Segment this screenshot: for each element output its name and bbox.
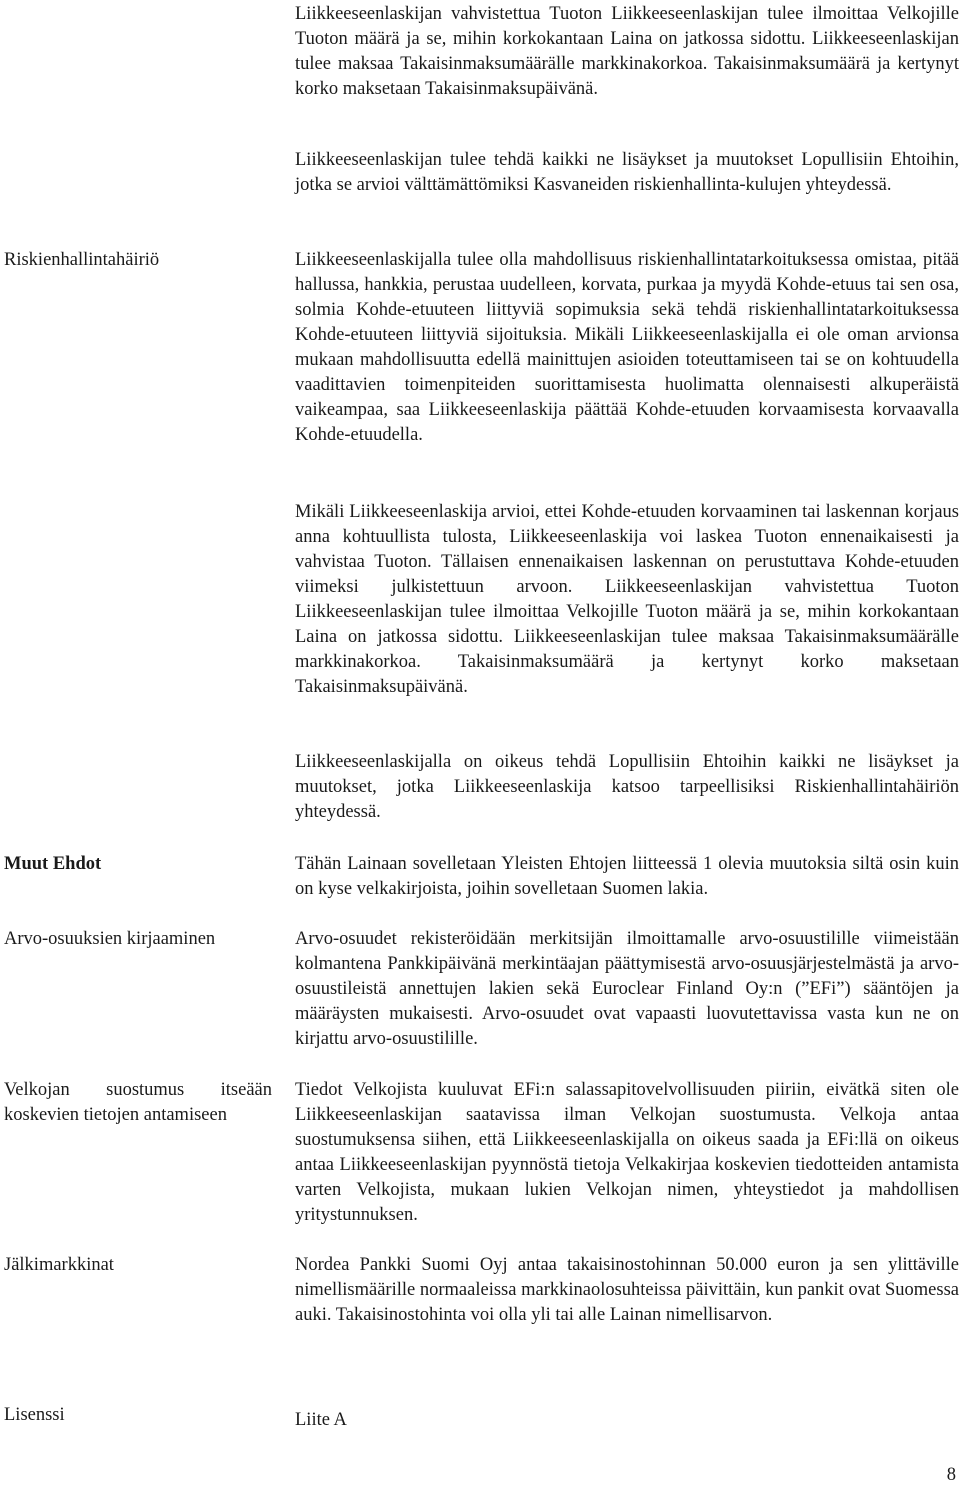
paragraph-secondary-market: Nordea Pankki Suomi Oyj antaa takaisinostohinnan 50.000 euron ja sen ylittäville nimellismäärille normaaleissa markkinaolosuhteissa päivittäin, kun pankit ovat Suomessa auki. Takaisinostohinta voi olla yli tai alle Lainan nimellisarvon. [295,1255,959,1325]
label-creditor-consent: Velkojan suostumus itseään koskevien tietojen antamiseen [4,1080,272,1125]
label-license: Lisenssi [4,1405,65,1425]
page-number: 8 [946,1465,956,1485]
paragraph-return-notice: Liikkeeseenlaskijan vahvistettua Tuoton Liikkeeseenlaskijan tulee ilmoittaa Velkojille Tuoton määrä ja se, mihin korkokantaan Laina on jatkossa sidottu. Liikkeeseenlaskijan tulee maksaa Takaisinmaksumäärälle markkinakorkoa. Takaisinmaksumäärä ja kertynyt korko maksetaan Takaisinmaksupäivänä. [295,4,959,99]
paragraph-finnish-law: Tähän Lainaan sovelletaan Yleisten Ehtojen liitteessä 1 olevia muutoksia siltä osin kuin on kyse velkakirjoista, joihin sovelletaan Suomen lakia. [295,854,959,899]
paragraph-creditor-consent: Tiedot Velkojista kuuluvat EFi:n salassapitovelvollisuuden piiriin, eivätkä siten ole Liikkeeseenlaskijan saatavissa ilman Velkojan suostumusta. Velkoja antaa suostumuksensa siihen, että Liikkeeseenlaskijalla on oikeus saada ja EFi:llä on oikeus antaa Liikkeeseenlaskijan pyynnöstä tietoja Velkakirjaa koskevien tiedotteiden antamista varten Velkojista, mukaan lukien Velkojan nimen, yhteystiedot ja mahdollisen yritystunnuksen. [295,1080,959,1225]
paragraph-cost-changes: Liikkeeseenlaskijan tulee tehdä kaikki ne lisäykset ja muutokset Lopullisiin Ehtoihin, jotka se arvioi välttämättömiksi Kasvaneiden riskienhallinta-kulujen yhteydessä. [295,150,959,195]
label-registration: Arvo-osuuksien kirjaaminen [4,929,216,949]
paragraph-early-calculation: Mikäli Liikkeeseenlaskija arvioi, ettei Kohde-etuuden korvaaminen tai laskennan korjaus anna kohtuullista tulosta, Liikkeeseenlaskija voi laskea Tuoton ennenaikaisesti ja vahvistaa Tuoton. Tällaisen ennenaikaisen laskennan on perustuttava Kohde-etuuden viimeksi julkistettuun arvoon. Liikkeeseenlaskijan vahvistettua Tuoton Liikkeeseenlaskijan tulee ilmoittaa Velkojille Tuoton määrä ja se, mihin korkokantaan Laina on jatkossa sidottu. Liikkeeseenlaskijan tulee maksaa Takaisinmaksumäärälle markkinakorkoa. Takaisinmaksumäärä ja kertynyt korko maksetaan Takaisinmaksupäivänä. [295,502,959,697]
paragraph-risk-changes: Liikkeeseenlaskijalla on oikeus tehdä Lopullisiin Ehtoihin kaikki ne lisäykset ja muutokset, jotka Liikkeeseenlaskija katsoo tarpeellisiksi Riskienhallintahäiriön yhteydessä. [295,752,959,822]
paragraph-risk-hedging: Liikkeeseenlaskijalla tulee olla mahdollisuus riskienhallintatarkoituksessa omistaa, pitää hallussa, hankkia, perustaa uudelleen, korvata, purkaa ja myydä Kohde-etuus tai sen osa, solmia Kohde-etuuteen liittyviä sopimuksia sekä tehdä riskienhallintatarkoituksessa Kohde-etuuteen liittyviä sijoituksia. Mikäli Liikkeeseenlaskijalla ei ole oman arvionsa mukaan mahdollisuutta edellä mainittujen asioiden toteuttamiseen tai se on kohtuudella vaadittavien toimenpiteiden suorittamisesta huolimatta olennaisesti alkuperäistä vaikeampaa, saa Liikkeeseenlaskija päättää Kohde-etuuden korvaamisesta korvaavalla Kohde-etuudella. [295,250,959,445]
section-heading-other-terms: Muut Ehdot [4,854,102,874]
license-reference: Liite A [295,1410,347,1430]
paragraph-registration: Arvo-osuudet rekisteröidään merkitsijän ilmoittamalle arvo-osuustilille viimeistään kolmantena Pankkipäivänä merkintäajan päättymisestä arvo-osuusjärjestelmästä ja arvo-osuustileistä annettujen lakien sekä Euroclear Finland Oy:n (”EFi”) sääntöjen ja määräysten mukaisesti. Arvo-osuudet ovat vapaasti luovutettavissa vasta kun ne on kirjattu arvo-osuustilille. [295,929,959,1049]
label-secondary-market: Jälkimarkkinat [4,1255,114,1275]
label-risk-disruption: Riskienhallintahäiriö [4,250,160,270]
